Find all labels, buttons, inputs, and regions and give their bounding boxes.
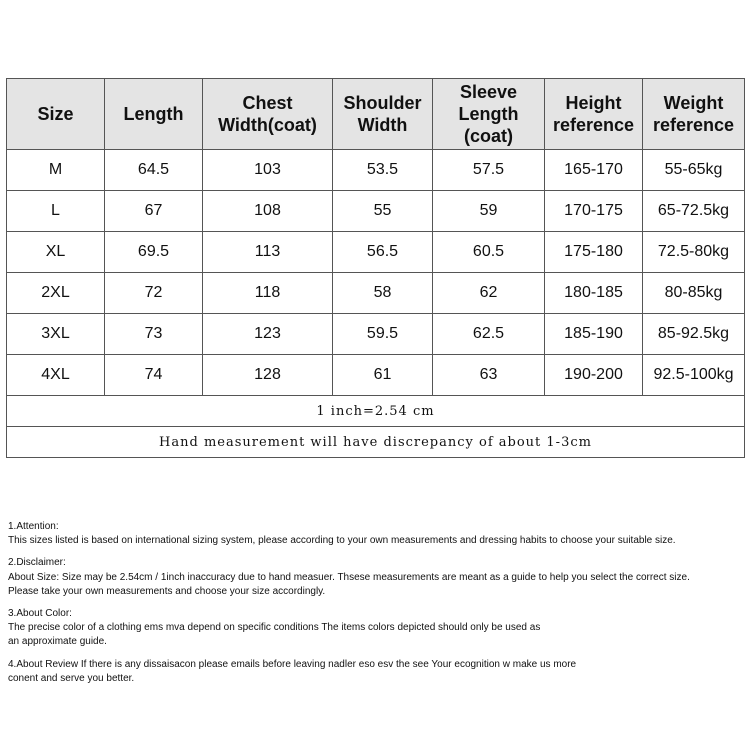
shoulder-cell: 61 <box>333 355 433 396</box>
length-cell: 72 <box>105 273 203 314</box>
sleeve-cell: 59 <box>433 191 545 232</box>
unit-note: 1 inch=2.54 cm <box>7 396 745 427</box>
header-size: Size <box>7 79 105 150</box>
height-cell: 180-185 <box>545 273 643 314</box>
header-shoulder-width: Shoulder Width <box>333 79 433 150</box>
height-cell: 175-180 <box>545 232 643 273</box>
length-cell: 69.5 <box>105 232 203 273</box>
header-height-reference: Height reference <box>545 79 643 150</box>
weight-cell: 65-72.5kg <box>643 191 745 232</box>
sleeve-cell: 57.5 <box>433 150 545 191</box>
sleeve-cell: 60.5 <box>433 232 545 273</box>
height-cell: 190-200 <box>545 355 643 396</box>
size-cell: XL <box>7 232 105 273</box>
table-row <box>7 314 745 355</box>
note-text: About Size: Size may be 2.54cm / 1inch inaccuracy due to hand measuer. Thsese measurements are meant as a guide to help you select the correct size. <box>8 571 690 583</box>
note-heading: 1.Attention: <box>8 521 59 532</box>
color-note <box>8 607 748 650</box>
table-row <box>7 355 745 396</box>
length-cell: 73 <box>105 314 203 355</box>
note-text: Please take your own measurements and choose your size accordingly. <box>8 585 326 597</box>
chest-cell: 123 <box>203 314 333 355</box>
note-heading: 2.Disclaimer: <box>8 557 66 569</box>
height-cell: 185-190 <box>545 314 643 355</box>
size-cell: 3XL <box>7 314 105 355</box>
weight-cell: 92.5-100kg <box>643 355 745 396</box>
size-cell: 4XL <box>7 355 105 396</box>
header-sleeve-length: Sleeve Length (coat) <box>433 79 545 150</box>
size-chart-table <box>6 78 745 458</box>
header-chest-width: Chest Width(coat) <box>203 79 333 150</box>
table-row <box>7 150 745 191</box>
table-row <box>7 191 745 232</box>
chest-cell: 118 <box>203 273 333 314</box>
measurement-note: Hand measurement will have discrepancy of about 1-3cm <box>7 427 745 458</box>
chest-cell: 108 <box>203 191 333 232</box>
header-weight-reference: Weight reference <box>643 79 745 150</box>
header-row <box>7 79 745 150</box>
chest-cell: 113 <box>203 232 333 273</box>
note-text: This sizes listed is based on international sizing system, please according to your own measurements and dressing habits to choose your suitable size. <box>8 535 676 547</box>
length-cell: 67 <box>105 191 203 232</box>
size-cell: 2XL <box>7 273 105 314</box>
table-row <box>7 232 745 273</box>
note-heading: 3.About Color: <box>8 608 72 620</box>
note-text: conent and serve you better. <box>8 672 135 684</box>
attention-note <box>8 520 748 548</box>
weight-cell: 72.5-80kg <box>643 232 745 273</box>
size-cell: M <box>7 150 105 191</box>
table-row <box>7 273 745 314</box>
shoulder-cell: 56.5 <box>333 232 433 273</box>
note-text: 4.About Review If there is any dissaisacon please emails before leaving nadler eso esv the see Your ecognition w make us more <box>8 658 577 670</box>
unit-note-row <box>7 396 745 427</box>
sleeve-cell: 62 <box>433 273 545 314</box>
note-text: an approximate guide. <box>8 636 107 648</box>
shoulder-cell: 55 <box>333 191 433 232</box>
weight-cell: 55-65kg <box>643 150 745 191</box>
chest-cell: 103 <box>203 150 333 191</box>
header-length: Length <box>105 79 203 150</box>
review-note <box>8 658 748 686</box>
height-cell: 165-170 <box>545 150 643 191</box>
sleeve-cell: 62.5 <box>433 314 545 355</box>
disclaimer-note <box>8 556 748 599</box>
chest-cell: 128 <box>203 355 333 396</box>
measure-note-row <box>7 427 745 458</box>
notes-section <box>8 520 748 694</box>
shoulder-cell: 53.5 <box>333 150 433 191</box>
sleeve-cell: 63 <box>433 355 545 396</box>
length-cell: 64.5 <box>105 150 203 191</box>
size-cell: L <box>7 191 105 232</box>
height-cell: 170-175 <box>545 191 643 232</box>
shoulder-cell: 58 <box>333 273 433 314</box>
length-cell: 74 <box>105 355 203 396</box>
weight-cell: 85-92.5kg <box>643 314 745 355</box>
note-text: The precise color of a clothing ems mva depend on specific conditions The items colors depicted should only be used as <box>8 622 541 634</box>
shoulder-cell: 59.5 <box>333 314 433 355</box>
weight-cell: 80-85kg <box>643 273 745 314</box>
